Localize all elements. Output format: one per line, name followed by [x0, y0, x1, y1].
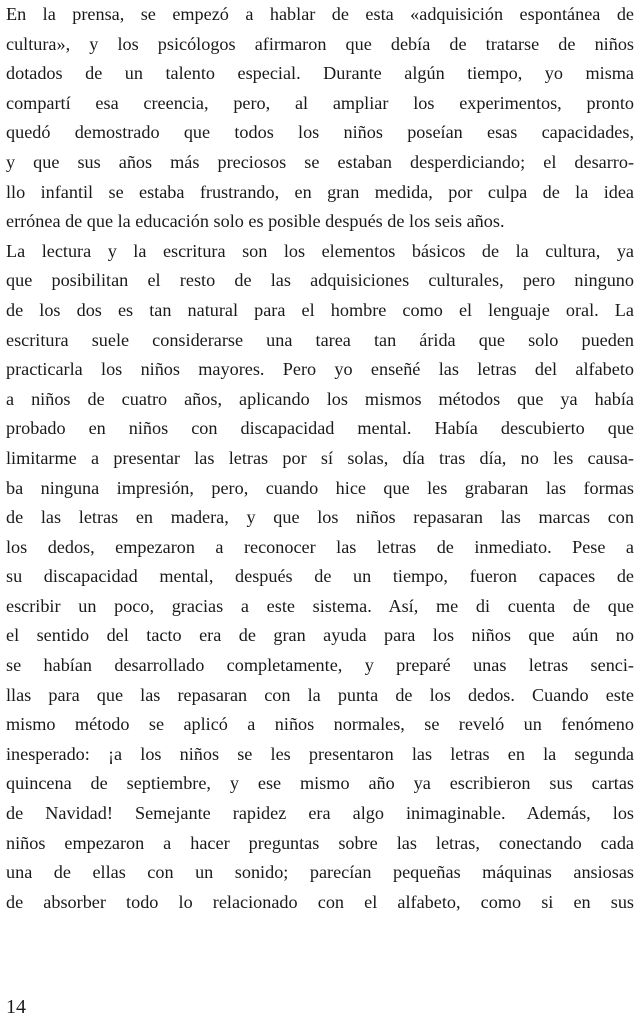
- text-line: practicarla los niños mayores. Pero yo enseñé las letras del alfabeto: [6, 359, 634, 380]
- text-line: y que sus años más preciosos se estaban desperdiciando; el desarro-: [6, 151, 634, 172]
- text-line: a niños de cuatro años, aplicando los mismos métodos que ya había: [6, 388, 634, 409]
- text-line: que posibilitan el resto de las adquisiciones culturales, pero ninguno: [6, 270, 634, 291]
- text-line: inesperado: ¡a los niños se les presentaron las letras en la segunda: [6, 743, 634, 764]
- text-line: llo infantil se estaba frustrando, en gran medida, por culpa de la idea: [6, 181, 634, 202]
- text-line: de absorber todo lo relacionado con el alfabeto, como si en sus: [6, 891, 634, 912]
- text-line: escritura suele considerarse una tarea tan árida que solo pueden: [6, 329, 634, 350]
- text-line: una de ellas con un sonido; parecían pequeñas máquinas ansiosas: [6, 862, 634, 883]
- text-line: niños empezaron a hacer preguntas sobre las letras, conectando cada: [6, 832, 634, 853]
- text-line: escribir un poco, gracias a este sistema. Así, me di cuenta de que: [6, 595, 634, 616]
- body-text: [6, 0, 634, 917]
- text-line: de Navidad! Semejante rapidez era algo inimaginable. Además, los: [6, 803, 634, 824]
- text-line: mismo método se aplicó a niños normales, se reveló un fenómeno: [6, 714, 634, 735]
- text-line: compartí esa creencia, pero, al ampliar los experimentos, pronto: [6, 92, 634, 113]
- text-line: llas para que las repasaran con la punta de los dedos. Cuando este: [6, 684, 634, 705]
- text-line: se habían desarrollado completamente, y preparé unas letras senci-: [6, 655, 634, 676]
- text-line: La lectura y la escritura son los elementos básicos de la cultura, ya: [6, 240, 634, 261]
- text-line: En la prensa, se empezó a hablar de esta «adquisición espontánea de: [6, 4, 634, 24]
- page-number: 14: [6, 996, 26, 1018]
- text-line: dotados de un talento especial. Durante algún tiempo, yo misma: [6, 63, 634, 84]
- text-line: ba ninguna impresión, pero, cuando hice que les grabaran las formas: [6, 477, 634, 498]
- text-line: el sentido del tacto era de gran ayuda para los niños que aún no: [6, 625, 634, 646]
- text-line: de los dos es tan natural para el hombre como el lenguaje oral. La: [6, 299, 634, 320]
- text-line: los dedos, empezaron a reconocer las letras de inmediato. Pese a: [6, 536, 634, 557]
- text-line: cultura», y los psicólogos afirmaron que debía de tratarse de niños: [6, 33, 634, 54]
- text-line: limitarme a presentar las letras por sí solas, día tras día, no les causa-: [6, 447, 634, 468]
- text-line: de las letras en madera, y que los niños repasaran las marcas con: [6, 507, 634, 528]
- text-line: errónea de que la educación solo es posible después de los seis años.: [6, 211, 505, 232]
- text-line: quincena de septiembre, y ese mismo año ya escribieron sus cartas: [6, 773, 634, 794]
- text-line: su discapacidad mental, después de un tiempo, fueron capaces de: [6, 566, 634, 587]
- text-line: probado en niños con discapacidad mental. Había descubierto que: [6, 418, 634, 439]
- text-line: quedó demostrado que todos los niños poseían esas capacidades,: [6, 122, 634, 143]
